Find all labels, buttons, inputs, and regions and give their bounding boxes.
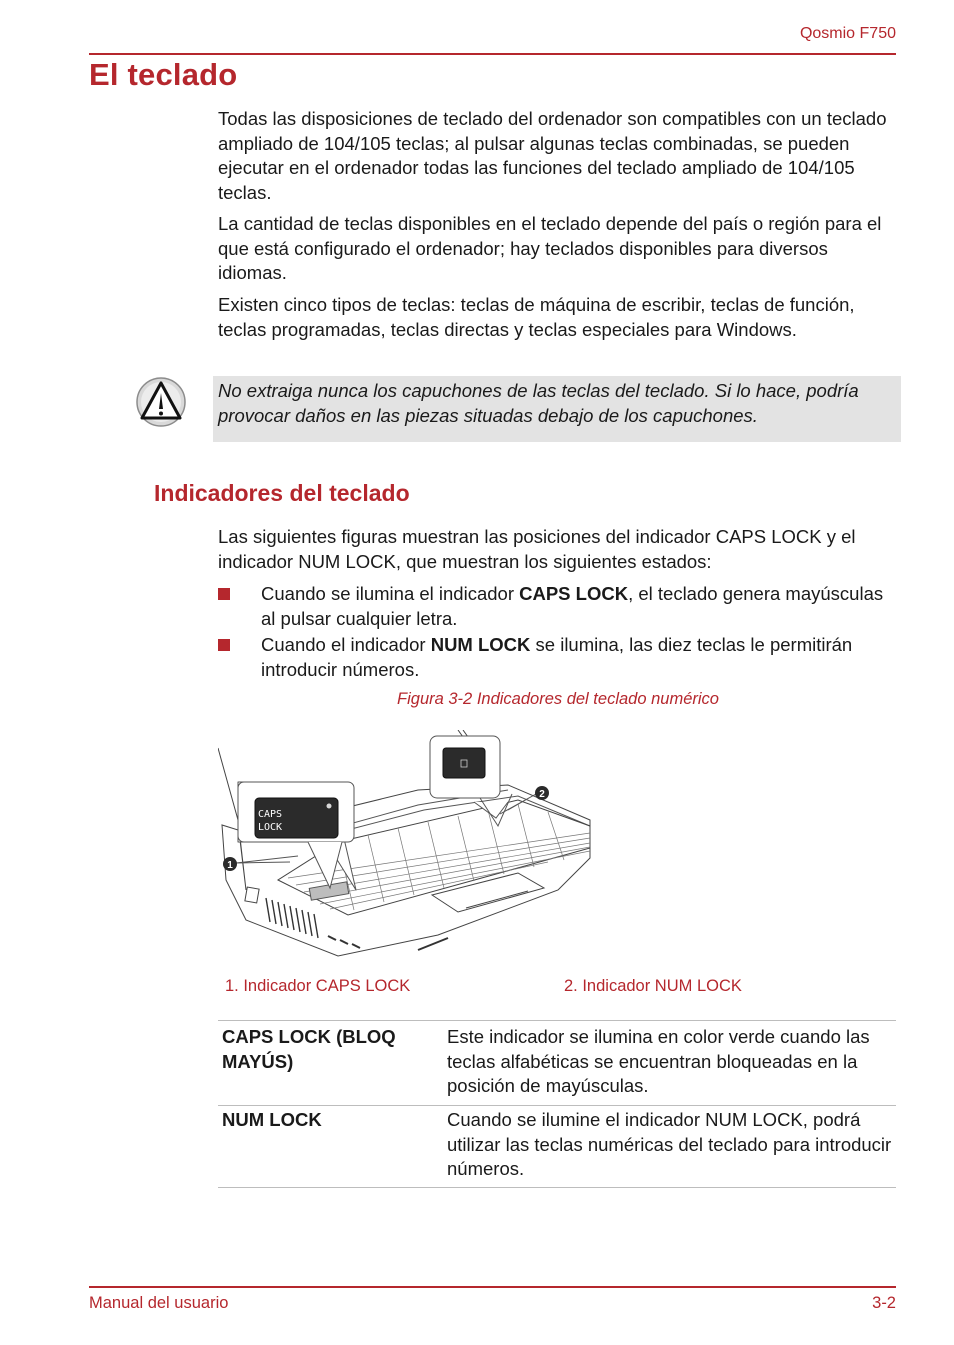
- table-row-1-term: CAPS LOCK (BLOQ MAYÚS): [222, 1026, 396, 1072]
- table-row-2-term: NUM LOCK: [222, 1109, 322, 1130]
- section-title: Indicadores del teclado: [154, 480, 410, 506]
- callout-caps-text-2: LOCK: [258, 822, 283, 833]
- paragraph-3: Existen cinco tipos de teclas: teclas de máquina de escribir, teclas de función, teclas programadas, teclas directas y teclas especiales para Windows.: [218, 294, 855, 340]
- legend-num-lock: 2. Indicador NUM LOCK: [564, 977, 742, 995]
- paragraph-2: La cantidad de teclas disponibles en el teclado depende del país o región para el que está configurado el ordenador; hay teclados disponibles para diversos idiomas.: [218, 213, 882, 283]
- bullet-marker-2: [218, 639, 230, 651]
- table-row-2-description: Cuando se ilumine el indicador NUM LOCK, podrá utilizar las teclas numéricas del teclado para introducir números.: [447, 1109, 892, 1179]
- warning-triangle-icon: [135, 376, 187, 428]
- header-product-name: Qosmio F750: [799, 25, 896, 42]
- bullet-marker-1: [218, 588, 230, 600]
- page-title: El teclado: [89, 57, 238, 92]
- table-bottom-rule: [218, 1187, 896, 1188]
- warning-text: No extraiga nunca los capuchones de las teclas del teclado. Si lo hace, podría provocar daños en las piezas situadas debajo de los capuchones.: [218, 380, 859, 426]
- footer-rule: [89, 1286, 896, 1288]
- figure-caption: Figura 3-2 Indicadores del teclado numérico: [397, 690, 719, 708]
- paragraph-1: Todas las disposiciones de teclado del ordenador son compatibles con un teclado ampliado de 104/105 teclas; al pulsar algunas teclas combinadas, se pueden ejecutar en el ordenador todas las funciones del teclado ampliado de 104/105 teclas.: [218, 108, 887, 203]
- table-row-1-description: Este indicador se ilumina en color verde cuando las teclas alfabéticas se encuentran bloqueadas en la posición de mayúsculas.: [447, 1026, 870, 1096]
- bullet-item-1: Cuando se ilumina el indicador CAPS LOCK, el teclado genera mayúsculas al pulsar cualquier letra.: [261, 583, 884, 629]
- callout-caps-text-1: CAPS: [258, 809, 283, 820]
- table-row-rule: [218, 1105, 896, 1106]
- marker-1: 1: [227, 860, 233, 871]
- bullet-item-2: Cuando el indicador NUM LOCK se ilumina, las diez teclas le permitirán introducir números.: [261, 634, 853, 680]
- table-top-rule: [218, 1020, 896, 1021]
- footer-page-number: 3-2: [872, 1294, 896, 1312]
- legend-caps-lock: 1. Indicador CAPS LOCK: [225, 977, 411, 995]
- header-rule: [89, 53, 896, 55]
- footer-manual-title: Manual del usuario: [89, 1294, 229, 1312]
- marker-2: 2: [539, 789, 545, 800]
- section-intro: Las siguientes figuras muestran las posiciones del indicador CAPS LOCK y el indicador NUM LOCK, que muestran los siguientes estados:: [218, 526, 856, 572]
- keyboard-indicators-figure: [218, 730, 594, 962]
